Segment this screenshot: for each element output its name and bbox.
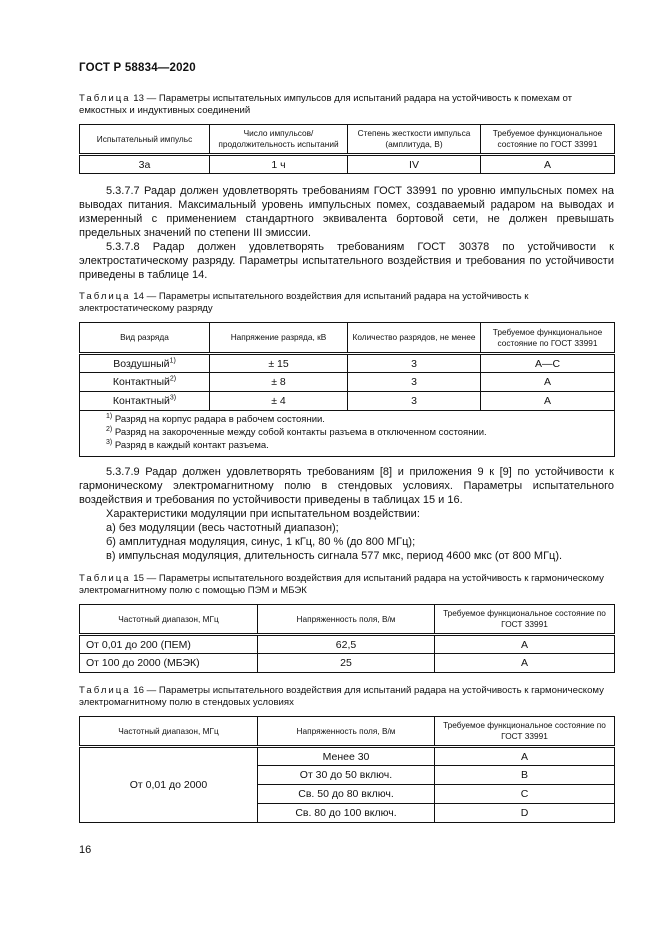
table-cell: ± 8 xyxy=(210,373,348,392)
table-row xyxy=(80,747,615,766)
table-label: Таблица xyxy=(79,685,131,696)
table-label: Таблица xyxy=(79,93,131,104)
table-13 xyxy=(79,124,615,174)
table-cell: 3а xyxy=(80,155,210,174)
table-15 xyxy=(79,604,615,673)
column-header: Частотный диапазон, МГц xyxy=(80,717,258,747)
column-header: Напряженность поля, В/м xyxy=(258,605,435,635)
table-cell: С xyxy=(435,785,615,804)
table-header-row xyxy=(80,605,615,635)
column-header: Степень жесткости импульса (амплитуда, В) xyxy=(348,125,481,155)
table-cell: А xyxy=(481,155,615,174)
table-cell: Св. 80 до 100 включ. xyxy=(258,804,435,823)
table-footnotes-row xyxy=(80,411,615,457)
footnote-ref: 3) xyxy=(169,394,177,402)
table-cell: ± 4 xyxy=(210,392,348,411)
table-cell xyxy=(80,392,210,411)
modulation-item: в) импульсная модуляция, длительность сигнала 577 мкс, период 4600 мкс (от 800 МГц). xyxy=(106,550,563,562)
paragraph-5-3-7-8: 5.3.7.8 Радар должен удовлетворять требованиям ГОСТ 30378 по устойчивости к электростатическому разряду. Параметры испытательного воздействия и требования по устойчивости приведены в таблице 14. xyxy=(79,241,614,281)
table-14 xyxy=(79,322,615,457)
column-header: Напряженность поля, В/м xyxy=(258,717,435,747)
table-number: 14 xyxy=(133,291,144,302)
table-cell: А xyxy=(435,654,615,673)
table-cell: IV xyxy=(348,155,481,174)
table-cell: 62,5 xyxy=(258,635,435,654)
footnote xyxy=(106,413,608,426)
column-header: Испытательный импульс xyxy=(80,125,210,155)
table-cell: В xyxy=(435,766,615,785)
column-header: Количество разрядов, не менее xyxy=(348,323,481,354)
table-cell: 25 xyxy=(258,654,435,673)
table-15-caption xyxy=(79,573,614,597)
table-cell: 3 xyxy=(348,354,481,373)
table-cell: Св. 50 до 80 включ. xyxy=(258,785,435,804)
table-row xyxy=(80,373,615,392)
table-row xyxy=(80,155,615,174)
table-row xyxy=(80,392,615,411)
document-header: ГОСТ Р 58834—2020 xyxy=(79,62,196,74)
table-cell: От 30 до 50 включ. xyxy=(258,766,435,785)
footnote-mark: 2) xyxy=(106,425,113,433)
table-label: Таблица xyxy=(79,291,131,302)
column-header: Частотный диапазон, МГц xyxy=(80,605,258,635)
table-cell: 3 xyxy=(348,392,481,411)
table-header-row xyxy=(80,323,615,354)
table-header-row xyxy=(80,125,615,155)
modulation-intro: Характеристики модуляции при испытательном воздействии: xyxy=(106,508,420,520)
column-header: Число импульсов/ продолжительность испытаний xyxy=(210,125,348,155)
table-cell: А xyxy=(481,392,615,411)
table-cell: 3 xyxy=(348,373,481,392)
footnote-text: Разряд на закороченные между собой контакты разъема в отключенном состоянии. xyxy=(112,427,487,438)
table-cell: ± 15 xyxy=(210,354,348,373)
table-cell: А xyxy=(435,635,615,654)
discharge-type: Контактный xyxy=(112,395,170,407)
table-number: 16 xyxy=(133,685,144,696)
column-header: Требуемое функциональное состояние по ГОСТ 33991 xyxy=(435,605,615,635)
paragraph-5-3-7-9: 5.3.7.9 Радар должен удовлетворять требованиям [8] и приложения 9 к [9] по устойчивости к гармоническому электромагнитному полю в стендовых условиях. Параметры испытательного воздействия и требования по устойчивости приведены в таблицах 15 и 16. xyxy=(79,466,614,506)
table-row xyxy=(80,354,615,373)
column-header: Требуемое функциональное состояние по ГОСТ 33991 xyxy=(435,717,615,747)
footnote-text: Разряд на корпус радара в рабочем состоянии. xyxy=(112,414,325,425)
table-cell: А—С xyxy=(481,354,615,373)
column-header: Требуемое функциональное состояние по ГОСТ 33991 xyxy=(481,125,615,155)
footnote-text: Разряд в каждый контакт разъема. xyxy=(112,440,269,451)
table-number: 13 xyxy=(133,93,144,104)
table-cell xyxy=(80,354,210,373)
caption-text: — Параметры испытательных импульсов для испытаний радара на устойчивость к помехам от емкостных и индуктивных соединений xyxy=(79,93,573,116)
table-cell xyxy=(80,373,210,392)
table-16 xyxy=(79,716,615,823)
table-cell: А xyxy=(435,747,615,766)
caption-text: — Параметры испытательного воздействия для испытаний радара на устойчивость к гармоническому электромагнитному полю в стендовых условиях xyxy=(79,685,604,708)
caption-text: — Параметры испытательного воздействия для испытаний радара на устойчивость к гармоническому электромагнитному полю с помощью ПЭМ и МБЭК xyxy=(79,573,604,596)
table-number: 15 xyxy=(133,573,144,584)
table-footnotes xyxy=(80,411,615,457)
discharge-type: Воздушный xyxy=(113,357,170,370)
table-row xyxy=(80,654,615,673)
table-cell: D xyxy=(435,804,615,823)
table-16-caption xyxy=(79,685,614,709)
footnote xyxy=(106,426,608,439)
paragraph-5-3-7-7: 5.3.7.7 Радар должен удовлетворять требованиям ГОСТ 33991 по уровню импульсных помех на выводах питания. Максимальный уровень импульсных помех, создаваемый радаром на выводах и измеренный с применением стандартного эквивалента бортовой сети, не должен превышать предельных значений по степени III эмиссии. xyxy=(79,185,614,239)
table-header-row xyxy=(80,717,615,747)
footnote-mark: 1) xyxy=(106,412,113,420)
column-header: Требуемое функциональное состояние по ГОСТ 33991 xyxy=(481,323,615,354)
footnote-ref: 2) xyxy=(169,375,177,383)
table-row xyxy=(80,635,615,654)
table-cell: Менее 30 xyxy=(258,747,435,766)
column-header: Вид разряда xyxy=(80,323,210,354)
footnote-ref: 1) xyxy=(169,357,176,364)
frequency-range-cell: От 0,01 до 2000 xyxy=(80,747,258,823)
footnote-mark: 3) xyxy=(106,438,113,446)
table-cell: От 0,01 до 200 (ПЕМ) xyxy=(80,635,258,654)
column-header: Напряжение разряда, кВ xyxy=(210,323,348,354)
footnote xyxy=(106,439,608,452)
table-label: Таблица xyxy=(79,573,131,584)
table-cell: От 100 до 2000 (МБЭК) xyxy=(80,654,258,673)
modulation-item: б) амплитудная модуляция, синус, 1 кГц, 80 % (до 800 МГц); xyxy=(106,536,416,548)
page-number: 16 xyxy=(79,844,92,856)
table-14-caption xyxy=(79,291,614,315)
caption-text: — Параметры испытательного воздействия для испытаний радара на устойчивость к электростатическому разряду xyxy=(79,291,529,314)
discharge-type: Контактный xyxy=(112,376,170,388)
table-cell: 1 ч xyxy=(210,155,348,174)
table-cell: А xyxy=(481,373,615,392)
table-13-caption xyxy=(79,93,614,117)
modulation-item: а) без модуляции (весь частотный диапазон); xyxy=(106,522,339,534)
